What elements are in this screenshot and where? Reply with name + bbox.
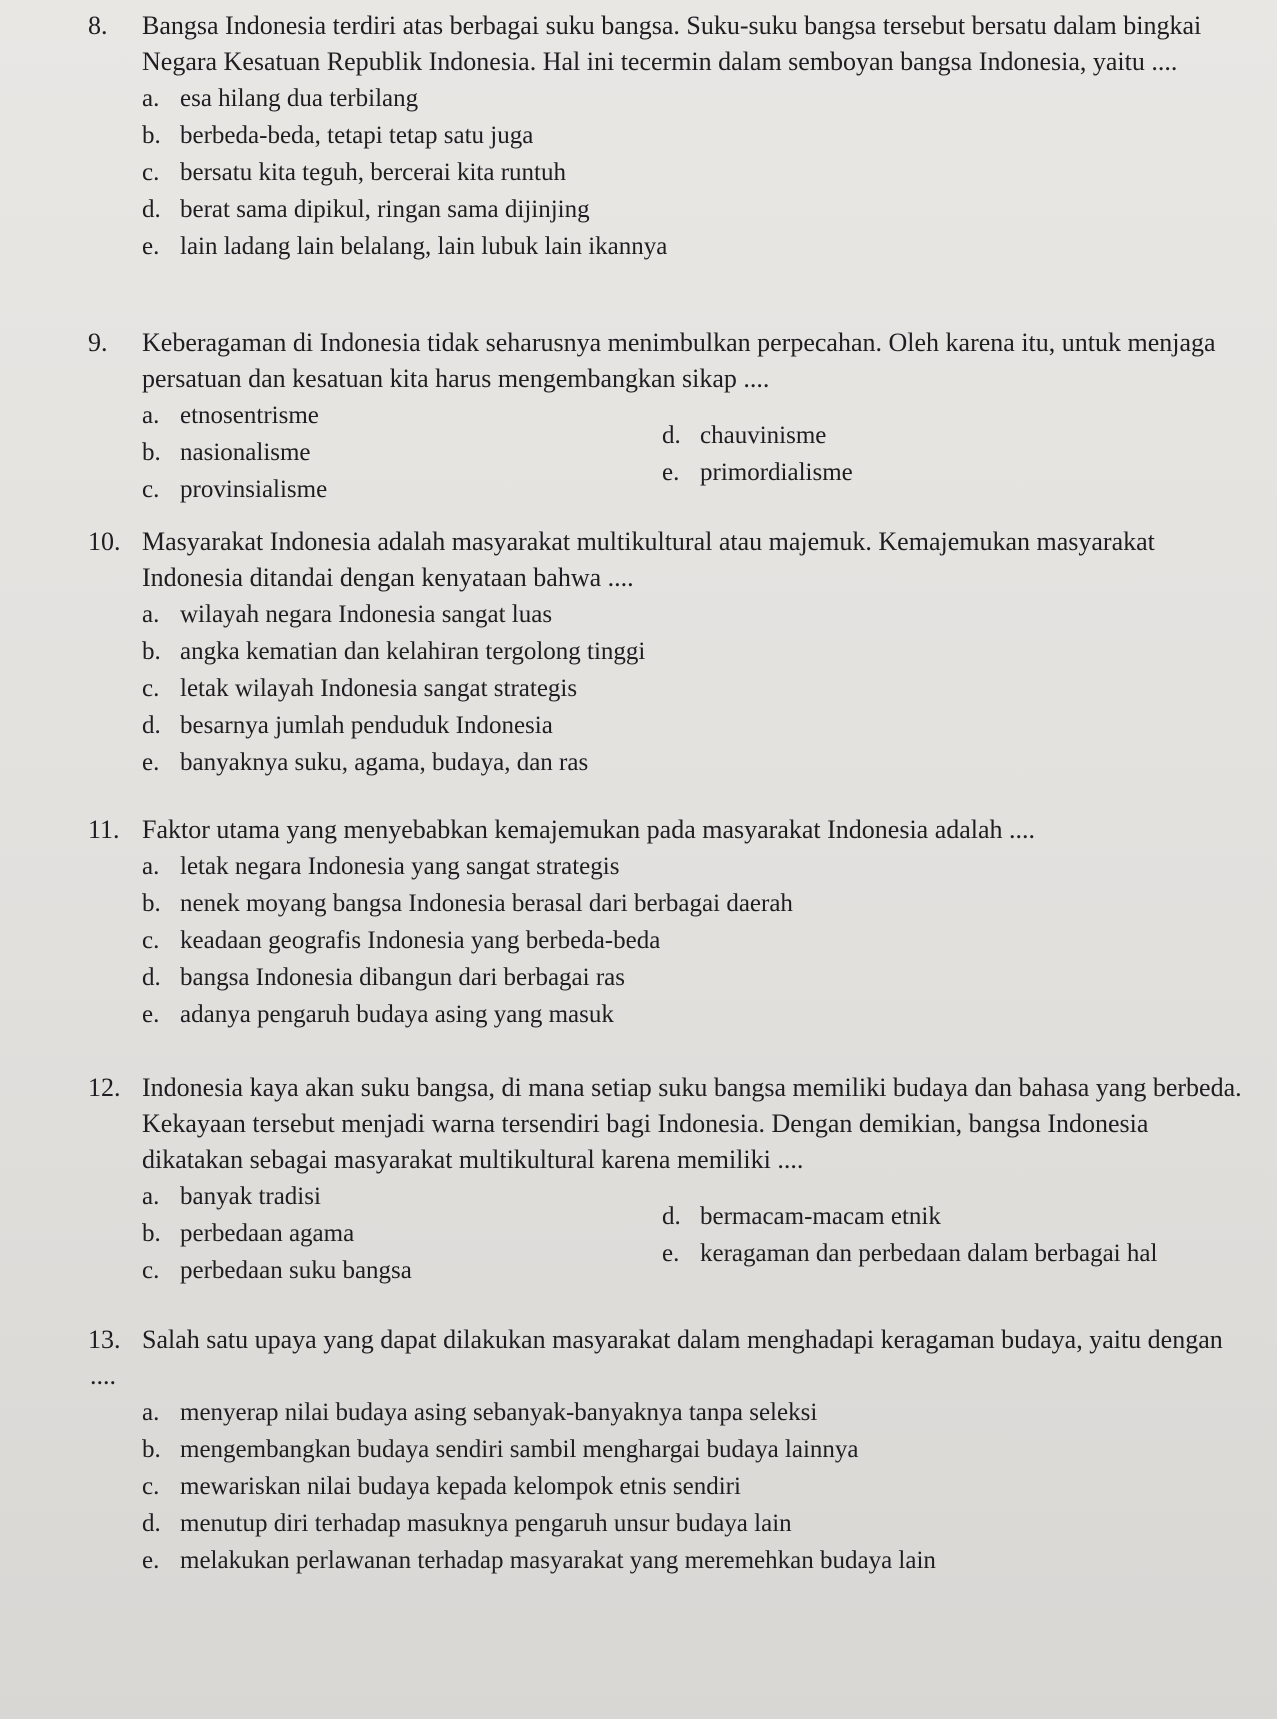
question-text: Masyarakat Indonesia adalah masyarakat multikultural atau majemuk. Kemajemukan masyarakat Indonesia ditandai dengan kenyataan bahwa .... bbox=[142, 527, 1155, 592]
option-c[interactable]: c. provinsialisme bbox=[142, 475, 328, 503]
option-d[interactable]: d. berat sama dipikul, ringan sama dijinjing bbox=[142, 195, 590, 223]
question-number: 12. bbox=[88, 1073, 121, 1102]
option-c[interactable]: c. keadaan geografis Indonesia yang berbeda-beda bbox=[142, 926, 661, 954]
question-text: Salah satu upaya yang dapat dilakukan masyarakat dalam menghadapi keragaman budaya, yaitu dengan bbox=[142, 1325, 1223, 1354]
option-d[interactable]: d. menutup diri terhadap masuknya pengaruh unsur budaya lain bbox=[142, 1509, 792, 1537]
question-number: 8. bbox=[88, 11, 108, 40]
option-b[interactable]: b. angka kematian dan kelahiran tergolong tinggi bbox=[142, 637, 646, 665]
option-c[interactable]: c. bersatu kita teguh, bercerai kita runtuh bbox=[142, 158, 566, 186]
question-11 bbox=[88, 812, 1248, 1033]
question-text: Indonesia kaya akan suku bangsa, di mana setiap suku bangsa memiliki budaya dan bahasa yang berbeda. Kekayaan tersebut menjadi warna tersendiri bagi Indonesia. Dengan demikian, bangsa Indonesia dikatakan sebagai masyarakat multikultural karena memiliki .... bbox=[142, 1073, 1242, 1174]
option-a[interactable]: a. wilayah negara Indonesia sangat luas bbox=[142, 600, 553, 628]
question-number: 10. bbox=[88, 527, 121, 556]
question-13 bbox=[88, 1322, 1248, 1579]
option-a[interactable]: a. etnosentrisme bbox=[142, 401, 319, 429]
option-a[interactable]: a. banyak tradisi bbox=[142, 1182, 321, 1210]
option-b[interactable]: b. mengembangkan budaya sendiri sambil menghargai budaya lainnya bbox=[142, 1435, 859, 1463]
option-a[interactable]: a. esa hilang dua terbilang bbox=[142, 84, 419, 112]
option-c[interactable]: c. perbedaan suku bangsa bbox=[142, 1256, 412, 1284]
question-text: Keberagaman di Indonesia tidak seharusnya menimbulkan perpecahan. Oleh karena itu, untuk menjaga persatuan dan kesatuan kita harus mengembangkan sikap .... bbox=[142, 328, 1216, 393]
question-continuation: .... bbox=[90, 1361, 116, 1390]
question-9 bbox=[88, 325, 1248, 508]
option-c[interactable]: c. letak wilayah Indonesia sangat strategis bbox=[142, 674, 578, 702]
question-10 bbox=[88, 524, 1248, 781]
question-12 bbox=[88, 1070, 1248, 1289]
question-number: 13. bbox=[88, 1325, 121, 1354]
option-e[interactable]: e. primordialisme bbox=[662, 458, 853, 486]
option-e[interactable]: e. lain ladang lain belalang, lain lubuk lain ikannya bbox=[142, 232, 668, 260]
question-number: 11. bbox=[88, 815, 120, 844]
question-text: Bangsa Indonesia terdiri atas berbagai suku bangsa. Suku-suku bangsa tersebut bersatu dalam bingkai Negara Kesatuan Republik Indonesia. Hal ini tecermin dalam semboyan bangsa Indonesia, yaitu .... bbox=[142, 11, 1202, 76]
option-e[interactable]: e. banyaknya suku, agama, budaya, dan ras bbox=[142, 748, 589, 776]
question-8 bbox=[88, 8, 1248, 265]
option-e[interactable]: e. melakukan perlawanan terhadap masyarakat yang meremehkan budaya lain bbox=[142, 1546, 936, 1574]
option-a[interactable]: a. menyerap nilai budaya asing sebanyak-banyaknya tanpa seleksi bbox=[142, 1398, 818, 1426]
option-b[interactable]: b. nasionalisme bbox=[142, 438, 311, 466]
option-e[interactable]: e. adanya pengaruh budaya asing yang masuk bbox=[142, 1000, 614, 1028]
question-number: 9. bbox=[88, 328, 108, 357]
option-a[interactable]: a. letak negara Indonesia yang sangat strategis bbox=[142, 852, 620, 880]
option-b[interactable]: b. nenek moyang bangsa Indonesia berasal dari berbagai daerah bbox=[142, 889, 793, 917]
option-b[interactable]: b. perbedaan agama bbox=[142, 1219, 355, 1247]
option-d[interactable]: d. bermacam-macam etnik bbox=[662, 1202, 941, 1230]
option-e[interactable]: e. keragaman dan perbedaan dalam berbagai hal bbox=[662, 1239, 1158, 1267]
option-b[interactable]: b. berbeda-beda, tetapi tetap satu juga bbox=[142, 121, 534, 149]
option-d[interactable]: d. besarnya jumlah penduduk Indonesia bbox=[142, 711, 553, 739]
option-d[interactable]: d. chauvinisme bbox=[662, 421, 827, 449]
option-d[interactable]: d. bangsa Indonesia dibangun dari berbagai ras bbox=[142, 963, 625, 991]
question-text: Faktor utama yang menyebabkan kemajemukan pada masyarakat Indonesia adalah .... bbox=[142, 815, 1036, 844]
option-c[interactable]: c. mewariskan nilai budaya kepada kelompok etnis sendiri bbox=[142, 1472, 741, 1500]
